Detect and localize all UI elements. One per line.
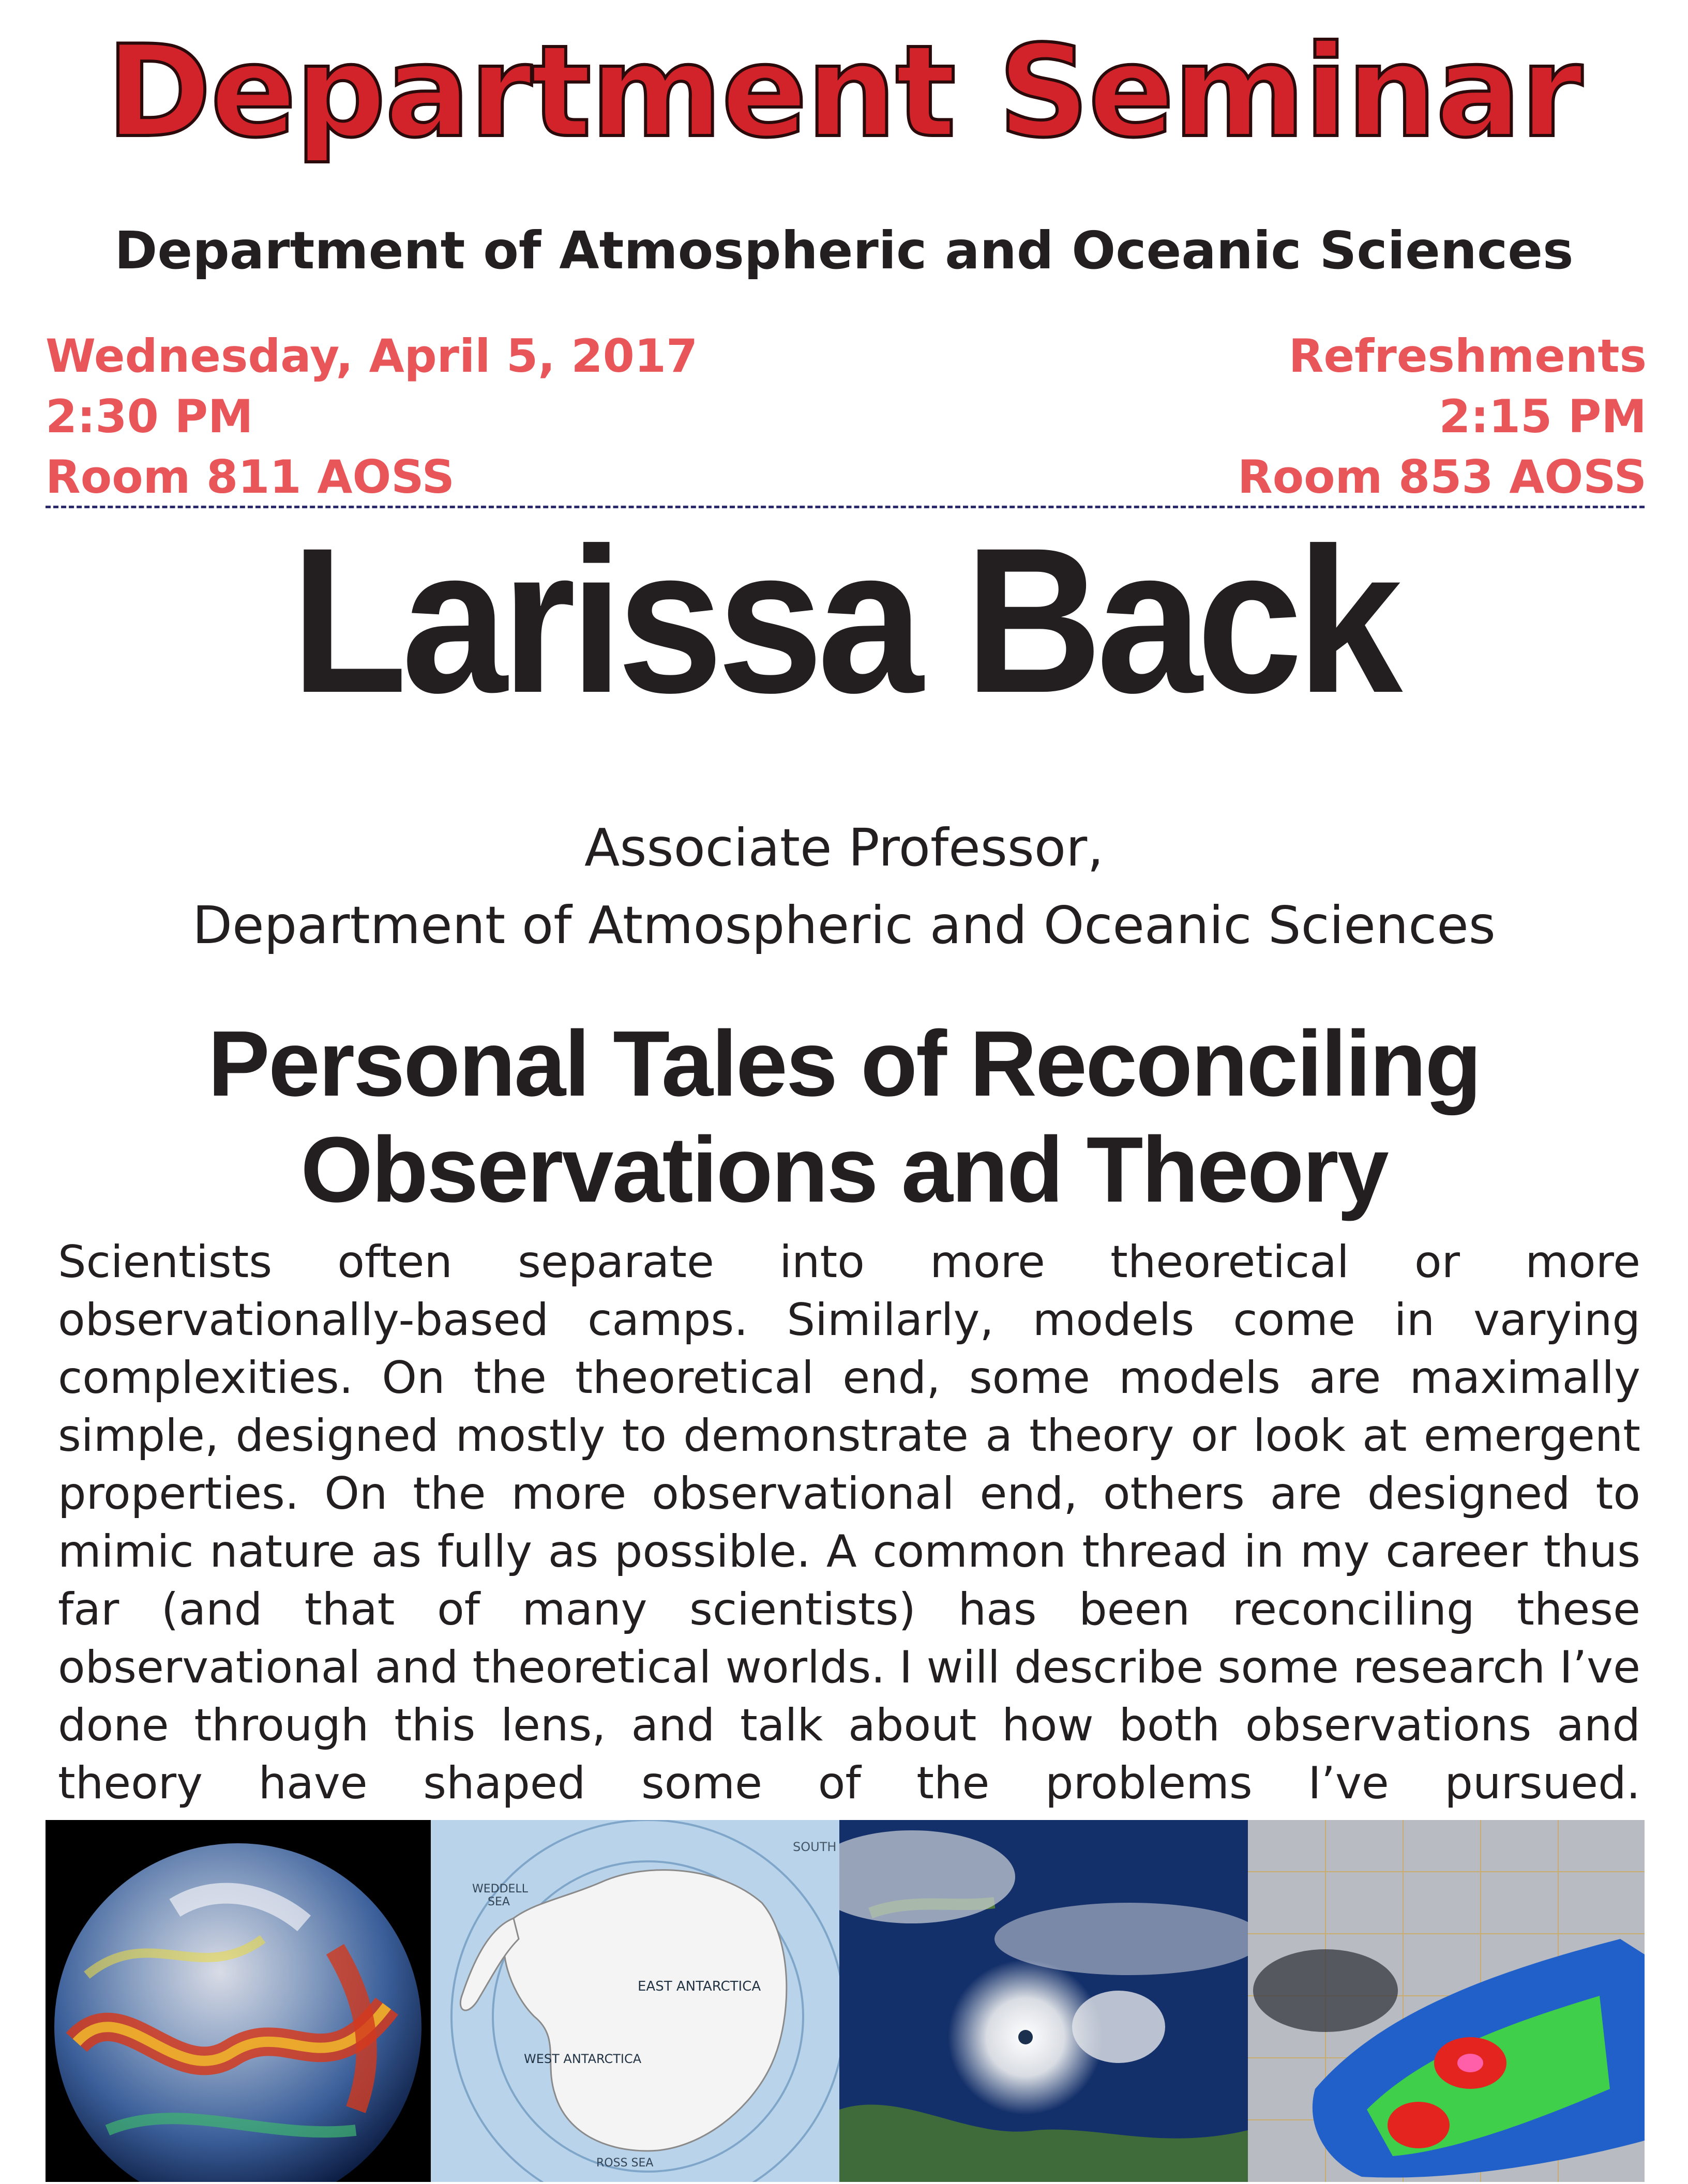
refreshments-label: Refreshments (1288, 329, 1647, 383)
event-date: Wednesday, April 5, 2017 (46, 329, 698, 383)
image-strip (46, 1820, 1645, 2182)
jet-stream-globe-image (46, 1820, 431, 2182)
hurricane-satellite-image (839, 1820, 1248, 2182)
map-label-south: SOUTH (793, 1840, 837, 1854)
map-label-sea: SEA (488, 1895, 510, 1908)
speaker-department: Department of Atmospheric and Oceanic Sciences (192, 895, 1496, 956)
talk-title (0, 1011, 1688, 1223)
seminar-title: Department Seminar (106, 18, 1582, 165)
map-label-east-antarctica: EAST ANTARCTICA (638, 1979, 761, 1994)
speaker-title: Associate Professor, (584, 817, 1104, 878)
talk-title-line-2: Observations and Theory (300, 1118, 1388, 1222)
event-time: 2:30 PM (46, 390, 253, 443)
refreshments-time: 2:15 PM (1439, 390, 1647, 443)
refreshments-room: Room 853 AOSS (1237, 450, 1647, 504)
talk-abstract: Scientists often separate into more theoretical or more observationally-based camps. Similarly, models come in varying complexities. On the theoretical end, some models are maximally simple, designed mostly to demonstrate a theory or look at emergent properties. On the more observational end, others are designed to mimic nature as fully as possible. A common thread in my career thus far (and that of many scientists) has been reconciling these observational and theoretical worlds. I will describe some research I’ve done through this lens, and talk about how both observations and theory have shaped some of the problems I’ve pursued. (58, 1236, 1640, 1809)
event-room: Room 811 AOSS (46, 450, 455, 504)
event-details (46, 326, 698, 507)
refreshments-details (1238, 326, 1647, 507)
speaker-name: Larissa Back (291, 505, 1397, 736)
department-heading: Department of Atmospheric and Oceanic Sciences (114, 220, 1574, 281)
infrared-satellite-image (1248, 1820, 1645, 2182)
map-label-weddell: WEDDELL (472, 1883, 528, 1895)
map-label-west-antarctica: WEST ANTARCTICA (524, 2052, 642, 2066)
antarctica-map-image (431, 1820, 839, 2182)
talk-title-line-1: Personal Tales of Reconciling (207, 1012, 1481, 1116)
map-label-ross-sea: ROSS SEA (596, 2157, 654, 2170)
